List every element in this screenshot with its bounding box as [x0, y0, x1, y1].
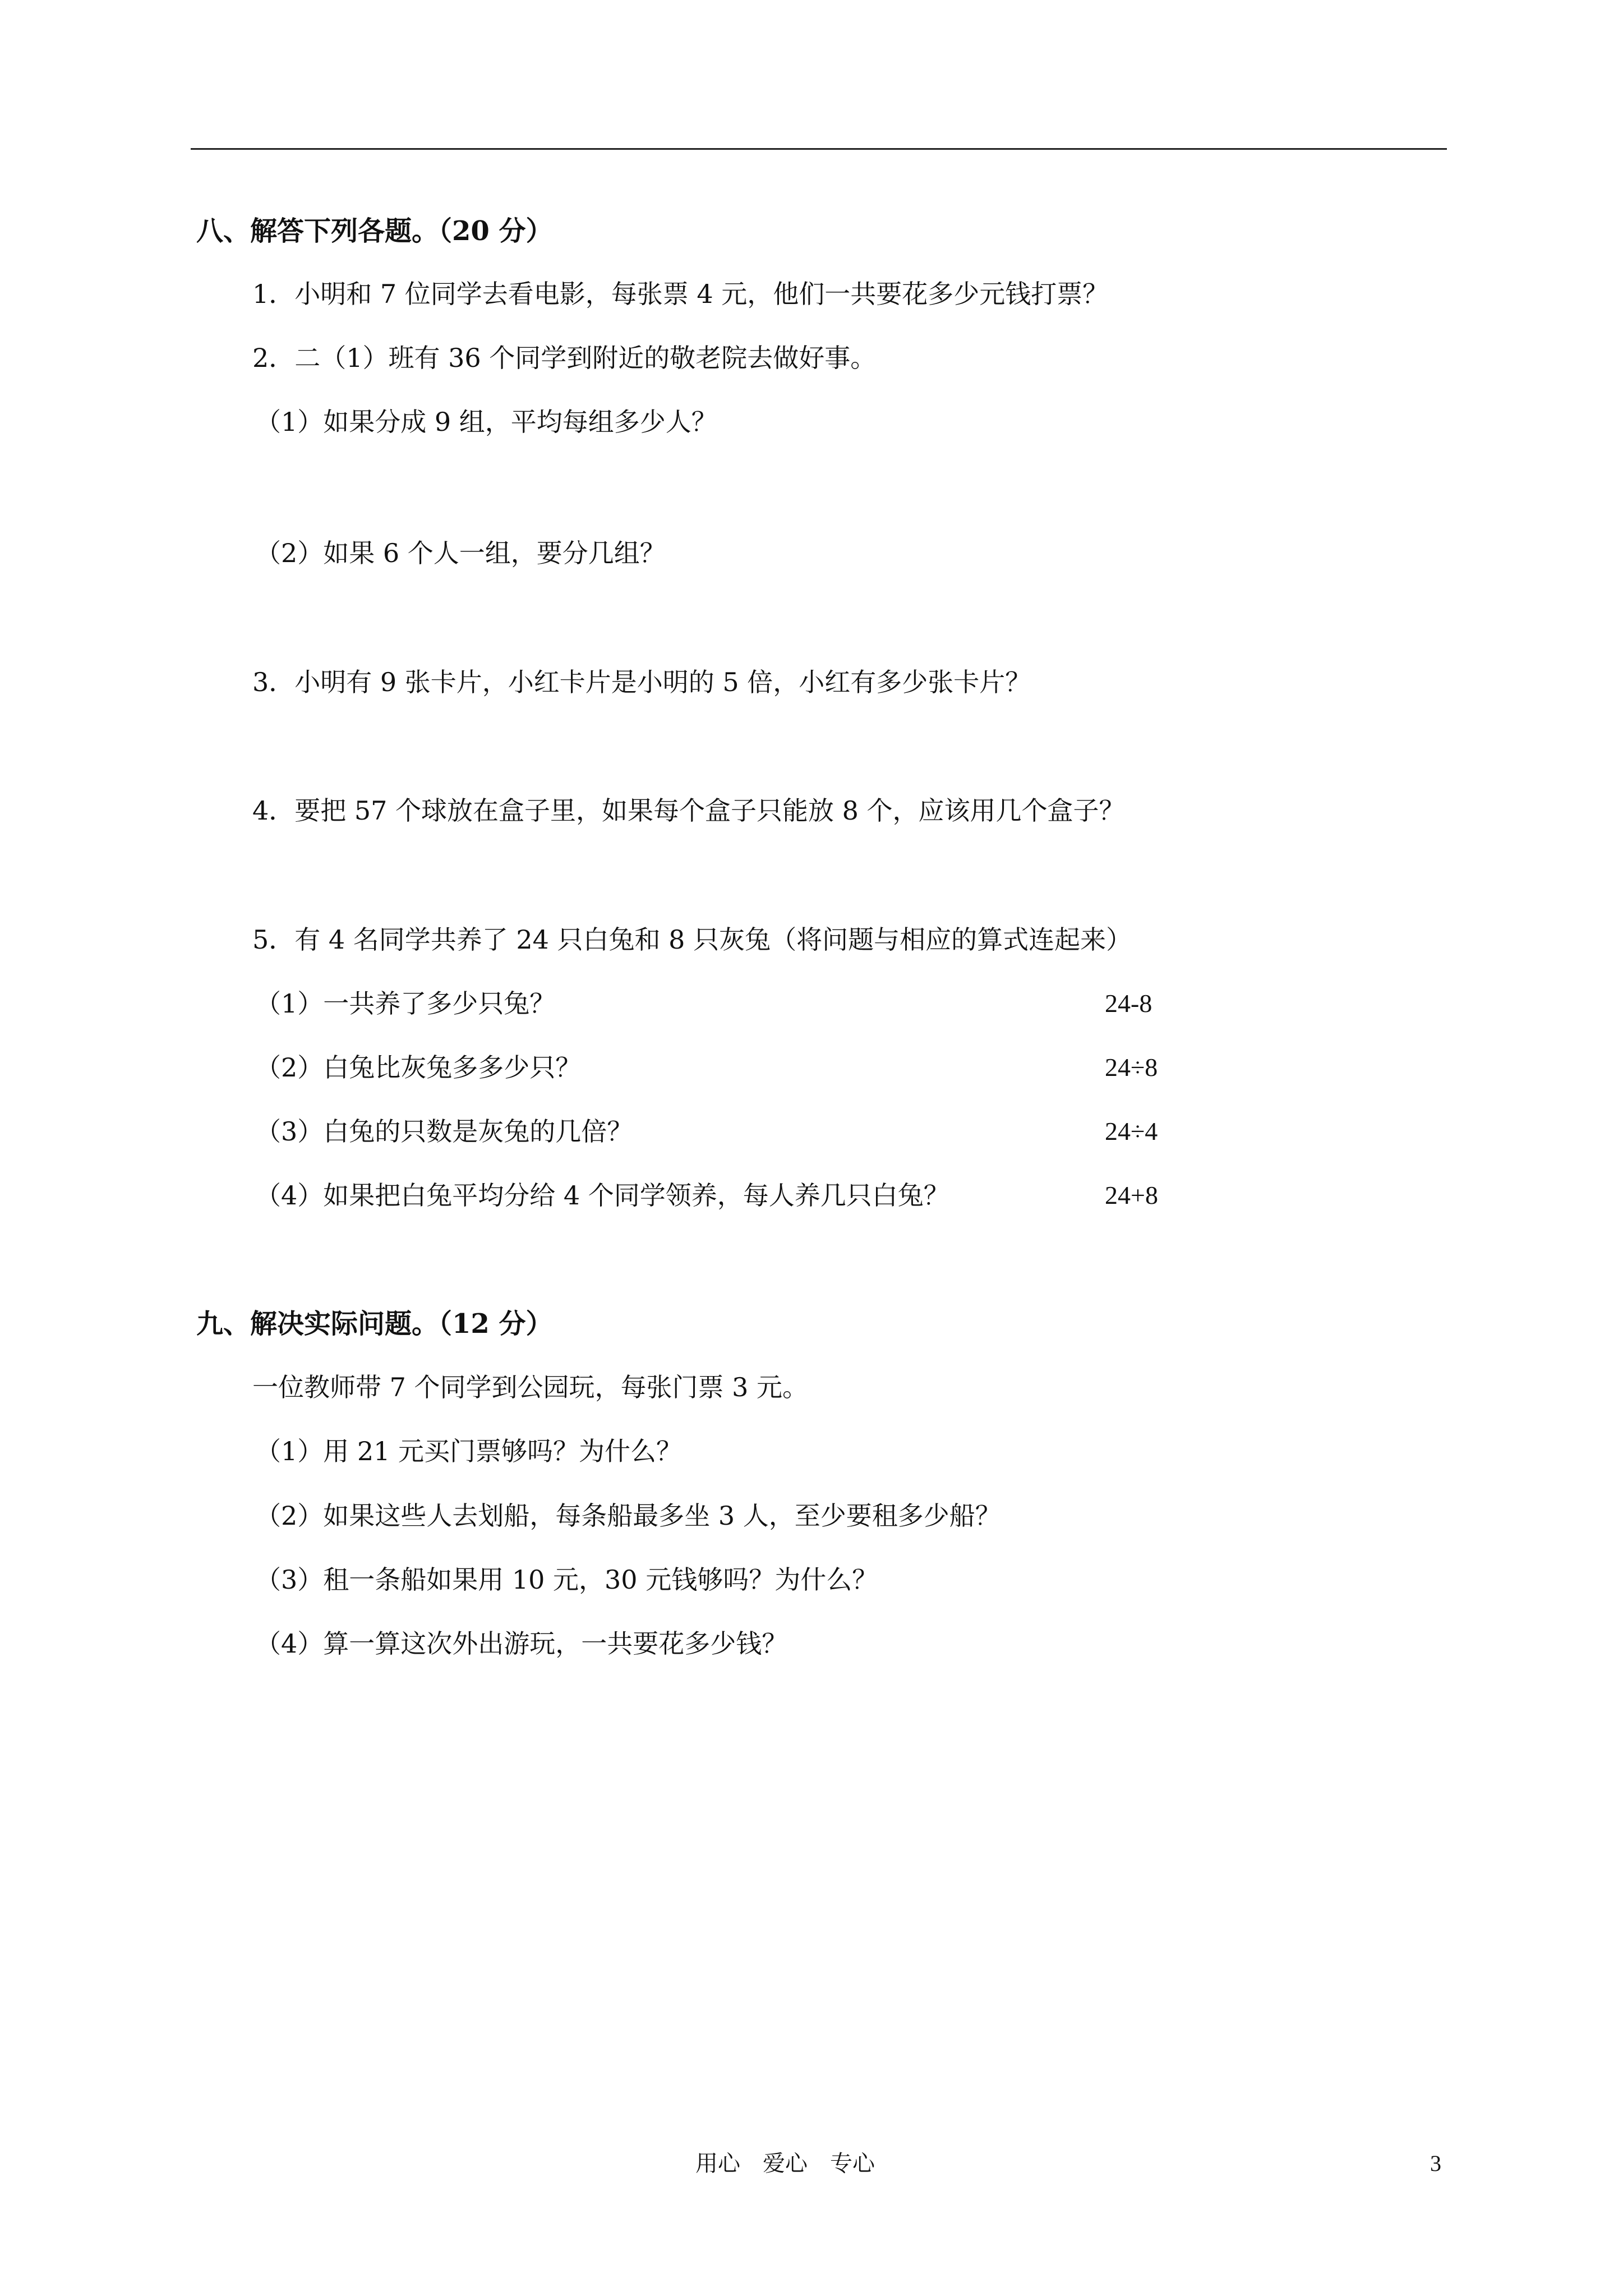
section-9-item-2: （2）如果这些人去划船，每条船最多坐 3 人，至少要租多少船？	[255, 1501, 1001, 1531]
question-2: 2．二（1）班有 36 个同学到附近的敬老院去做好事。	[252, 343, 877, 373]
question-4: 4．要把 57 个球放在盒子里，如果每个盒子只能放 8 个，应该用几个盒子？	[252, 795, 1125, 826]
question-5-expression-3: 24÷4	[1105, 1117, 1158, 1145]
question-2-part-2: （2）如果 6 个人一组，要分几组？	[255, 538, 666, 568]
question-5-item-4: （4）如果把白兔平均分给 4 个同学领养，每人养几只白兔？	[255, 1180, 949, 1211]
header-rule	[191, 148, 1447, 150]
footer-text: 用心 爱心 专心	[695, 2151, 875, 2177]
question-5-item-2: （2）白兔比灰兔多多少只？	[255, 1052, 582, 1083]
question-1: 1．小明和 7 位同学去看电影，每张票 4 元，他们一共要花多少元钱打票？	[252, 279, 1109, 309]
section-9-item-1: （1）用 21 元买门票够吗？为什么？	[255, 1436, 683, 1466]
question-5-item-1: （1）一共养了多少只兔？	[255, 988, 556, 1019]
question-5-expression-4: 24+8	[1105, 1181, 1158, 1209]
section-9-item-3: （3）租一条船如果用 10 元，30 元钱够吗？为什么？	[255, 1565, 878, 1595]
question-2-part-1: （1）如果分成 9 组，平均每组多少人？	[255, 407, 717, 437]
question-5-item-3: （3）白兔的只数是灰兔的几倍？	[255, 1116, 633, 1147]
section-8-heading: 八、解答下列各题。（20 分）	[196, 215, 553, 247]
question-5-expression-2: 24÷8	[1105, 1053, 1158, 1082]
section-9-intro: 一位教师带 7 个同学到公园玩，每张门票 3 元。	[252, 1372, 809, 1402]
question-5-expression-1: 24-8	[1105, 989, 1152, 1018]
section-9-item-4: （4）算一算这次外出游玩，一共要花多少钱？	[255, 1628, 788, 1659]
section-9-heading: 九、解决实际问题。（12 分）	[196, 1308, 553, 1340]
question-5: 5．有 4 名同学共养了 24 只白兔和 8 只灰兔（将问题与相应的算式连起来）	[252, 924, 1132, 955]
page-number: 3	[1430, 2151, 1441, 2176]
question-3: 3．小明有 9 张卡片，小红卡片是小明的 5 倍，小红有多少张卡片？	[252, 667, 1031, 697]
